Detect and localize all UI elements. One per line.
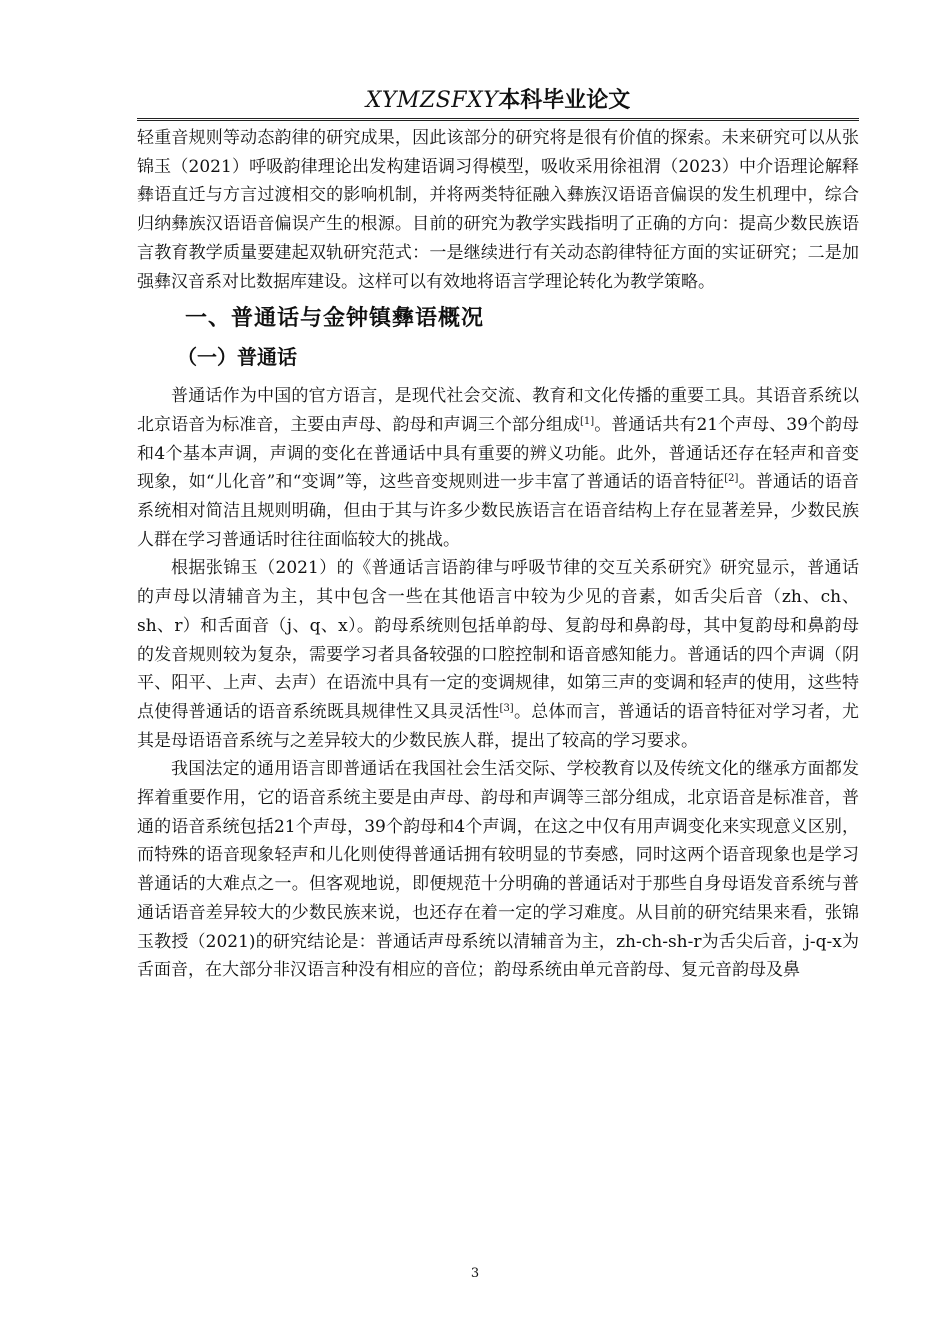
citation-ref-2[interactable]: [2] bbox=[724, 473, 739, 485]
paragraph-features bbox=[137, 554, 859, 755]
page-body bbox=[137, 124, 859, 985]
paragraph-text: 普通话作为中国的官方语言，是现代社会交流、教育和文化传播的重要工具。其语音系统以北京语音为标准音，主要由声母、韵母和声调三个部分组成 bbox=[137, 386, 859, 435]
paragraph-text: 。总体而言，普通话的语音特征对学习者，尤其是母语语音系统与之差异较大的少数民族人群，提出了较高的学习要求。 bbox=[137, 701, 859, 751]
citation-ref-3[interactable]: [3] bbox=[499, 702, 514, 714]
section-heading: 一、普通话与金钟镇彝语概况 bbox=[185, 306, 485, 332]
paragraph-law: 我国法定的通用语言即普通话在我国社会生活交际、学校教育以及传统文化的继承方面都发挥着重要作用，它的语音系统主要是由声母、韵母和声调等三部分组成，北京语音是标准音，普通的语音系统包括21个声母，39个韵母和4个声调，在这之中仅有用声调变化来实现意义区别，而特殊的语音现象轻声和儿化则使得普通话拥有较明显的节奏感，同时这两个语音现象也是学习普通话的大难点之一。但客观地说，即便规范十分明确的普通话对于那些自身母语发音系统与普通话语音差异较大的少数民族来说，也还存在着一定的学习难度。从目前的研究结果来看，张锦玉教授（2021)的研究结论是：普通话声母系统以清辅音为主，zh-ch-sh-r为舌尖后音，j-q-x为舌面音，在大部分非汉语言种没有相应的音位；韵母系统由单元音韵母、复元音韵母及鼻 bbox=[137, 759, 859, 981]
header-rule bbox=[137, 118, 859, 121]
subsection-heading: （一）普通话 bbox=[177, 345, 297, 370]
page-number: 3 bbox=[470, 1266, 480, 1281]
running-header bbox=[137, 86, 859, 115]
paragraph-text: 。普通话的语音系统相对简洁且规则明确，但由于其与许多少数民族语言在语音结构上存在显著差异，少数民族人群在学习普通话时往往面临较大的挑战。 bbox=[137, 472, 859, 550]
paragraph-text: 。普通话共有21个声母、39个韵母和4个基本声调，声调的变化在普通话中具有重要的辨义功能。此外，普通话还存在轻声和音变现象，如“儿化音”和“变调”等，这些音变规则进一步丰富了普通话的语音特征 bbox=[137, 414, 860, 493]
paragraph-intro bbox=[137, 382, 859, 554]
paragraph-text: 根据张锦玉（2021）的《普通话言语韵律与呼吸节律的交互关系研究》研究显示，普通话的声母以清辅音为主，其中包含一些在其他语言中较为少见的音素，如舌尖后音（zh、ch、sh、r）和舌面音（j、q、x）。韵母系统则包括单韵母、复韵母和鼻韵母，其中复韵母和鼻韵母的发音规则较为复杂，需要学习者具备较强的口腔控制和语音感知能力。普通话的四个声调（阴平、阳平、上声、去声）在语流中具有一定的变调规律，如第三声的变调和轻声的使用，这些特点使得普通话的语音系统既具规律性又具灵活性 bbox=[137, 558, 859, 722]
paragraph-continued: 轻重音规则等动态韵律的研究成果，因此该部分的研究将是很有价值的探索。未来研究可以从张锦玉（2021）呼吸韵律理论出发构建语调习得模型，吸收采用徐祖渭（2023）中介语理论解释彝语直迁与方言过渡相交的影响机制，并将两类特征融入彝族汉语语音偏误的发生机理中，综合归纳彝族汉语语音偏误产生的根源。目前的研究为教学实践指明了正确的方向：提高少数民族语言教育教学质量要建起双轨研究范式：一是继续进行有关动态韵律特征方面的实证研究；二是加强彝汉音系对比数据库建设。这样可以有效地将语言学理论转化为教学策略。 bbox=[137, 128, 859, 292]
header-cjk: 本科毕业论文 bbox=[498, 87, 631, 113]
header-latin: XYMZSFXY bbox=[365, 88, 499, 113]
citation-ref-1[interactable]: [1] bbox=[580, 415, 595, 427]
